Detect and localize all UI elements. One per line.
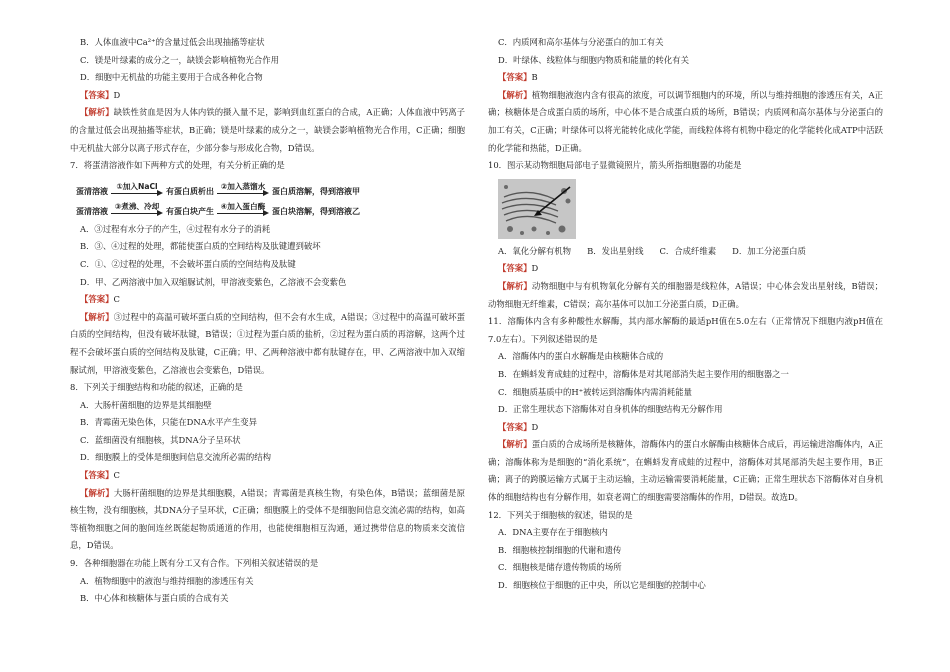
diagram-row-1: 蛋清溶液 ①加入NaCl 有蛋白质析出 ②加入蒸馏水 蛋白质溶解，得到溶液甲 <box>76 181 360 196</box>
q7-answer: 【答案】C <box>80 294 120 305</box>
electron-micrograph-image <box>498 179 576 239</box>
q6-explanation: 【解析】缺铁性贫血是因为人体内铁的摄入量不足，影响到血红蛋白的合成，A正确；人体血液中钙离子的含量过低会出现抽搐等症状，B正确；镁是叶绿素的成分之一，缺镁会影响植物光合作用，C正确；细胞中无机盐大部分以离子形式存在，少部分参与形成化合物，D错误。 <box>70 107 466 153</box>
q11-option-c: C．细胞质基质中的H⁺被转运到溶酶体内需消耗能量 <box>498 386 693 397</box>
q11-answer: 【答案】D <box>498 421 539 432</box>
q8-option-a: A．大肠杆菌细胞的边界是其细胞壁 <box>80 399 212 410</box>
q9-option-b: B．中心体和核糖体与蛋白质的合成有关 <box>80 593 229 604</box>
q8-explanation: 【解析】大肠杆菌细胞的边界是其细胞膜，A错误；青霉菌是真核生物，有染色体，B错误；蓝细菌是原核生物，没有细胞核，其DNA分子呈环状，C正确；细胞膜上的受体不是细胞间信息交流必需的结构，如高等植物细胞之间的胞间连丝既能起物质通道的作用，也能使细胞相互沟通，通过携带信息的物质来交流信息，D错误。 <box>70 487 466 551</box>
q8-option-b: B．青霉菌无染色体，只能在DNA水平产生变异 <box>80 417 257 428</box>
q11-option-b: B．在蝌蚪发育成蛙的过程中，溶酶体是对其尾部消失起主要作用的细胞器之一 <box>498 368 789 379</box>
q9-option-a: A．植物细胞中的液泡与维持细胞的渗透压有关 <box>80 575 254 586</box>
q7-process-diagram <box>70 177 465 217</box>
q7-explanation: 【解析】③过程中的高温可破坏蛋白质的空间结构，但不会有水生成，A错误；③过程中的高温可破坏蛋白质的空间结构，但没有破坏肽键，B错误；①过程为蛋白质的盐析，②过程为蛋白质的再溶解，这两个过程不会破坏蛋白质的空间结构及肽键，C正确；甲、乙两种溶液中都有肽键存在，甲、乙两溶液中加入双缩脲试剂，甲溶液变紫色，乙溶液也会变紫色，D错误。 <box>70 311 466 375</box>
q12-option-b: B．细胞核控制细胞的代谢和遗传 <box>498 544 622 555</box>
q9-option-d: D．叶绿体、线粒体与细胞内物质和能量的转化有关 <box>498 54 689 65</box>
arrow-icon: ②加入蒸馏水 <box>217 187 269 197</box>
q10-option-d: D．加工分泌蛋白质 <box>732 245 806 256</box>
q10-options <box>488 243 883 261</box>
q11-option-a: A．溶酶体内的蛋白水解酶是由核糖体合成的 <box>498 351 664 362</box>
q9-explanation: 【解析】植物细胞液泡内含有很高的浓度，可以调节细胞内的环境，所以与维持细胞的渗透压有关，A正确；核糖体是合成蛋白质的场所，中心体不是合成蛋白质的场所，B错误；内质网和高尔基体与分泌蛋白的加工有关，C正确；叶绿体可以将光能转化成化学能，而线粒体将有机物中稳定的化学能转化成ATP中活跃的化学能和热能，D正确。 <box>488 89 884 153</box>
right-column <box>488 34 883 595</box>
q6-option-d: D．细胞中无机盐的功能主要用于合成各种化合物 <box>80 72 263 83</box>
q12-option-a: A．DNA主要存在于细胞核内 <box>498 527 608 538</box>
q10-option-a: A．氧化分解有机物 <box>498 245 572 256</box>
q8-option-d: D．细胞膜上的受体是细胞间信息交流所必需的结构 <box>80 452 271 463</box>
diagram-row-2: 蛋清溶液 ③煮沸、冷却 有蛋白块产生 ④加入蛋白酶 蛋白块溶解，得到溶液乙 <box>76 201 360 216</box>
q7-option-b: B．③、④过程的处理，都能使蛋白质的空间结构及肽键遭到破坏 <box>80 241 321 252</box>
q10-option-c: C．合成纤维素 <box>659 245 717 256</box>
q9-stem: 9．各种细胞器在功能上既有分工又有合作。下列相关叙述错误的是 <box>70 558 319 569</box>
left-column <box>70 34 465 608</box>
q9-answer: 【答案】B <box>498 72 538 83</box>
q12-option-d: D．细胞核位于细胞的正中央，所以它是细胞的控制中心 <box>498 580 706 591</box>
q10-explanation: 【解析】动物细胞中与有机物氧化分解有关的细胞器是线粒体，A错误；中心体会发出星射线，B错误；动物细胞无纤维素，C错误；高尔基体可以加工分泌蛋白质，D正确。 <box>488 280 884 309</box>
q11-option-d: D．正常生理状态下溶酶体对自身机体的细胞结构无分解作用 <box>498 404 723 415</box>
q11-stem: 11．溶酶体内含有多种酸性水解酶，其内部水解酶的最适pH值在5.0左右（正常情况下细胞内液pH值在7.0左右）。下列叙述错误的是 <box>488 316 883 344</box>
q12-option-c: C．细胞核是储存遗传物质的场所 <box>498 562 622 573</box>
q6-option-c: C．镁是叶绿素的成分之一，缺镁会影响植物光合作用 <box>80 54 280 65</box>
q7-option-d: D．甲、乙两溶液中加入双缩脲试剂，甲溶液变紫色，乙溶液不会变紫色 <box>80 276 347 287</box>
q12-stem: 12．下列关于细胞核的叙述，错误的是 <box>488 509 633 520</box>
q9-option-c: C．内质网和高尔基体与分泌蛋白的加工有关 <box>498 37 664 47</box>
q10-option-b: B．发出星射线 <box>587 245 644 256</box>
q10-answer: 【答案】D <box>498 263 539 274</box>
q11-explanation: 【解析】蛋白质的合成场所是核糖体，溶酶体内的蛋白水解酶由核糖体合成后，再运输进溶酶体内，A正确；溶酶体称为是细胞的“消化系统”，在蝌蚪发育成蛙的过程中，溶酶体对其尾部消失起主要作用，B正确；离子的跨膜运输方式属于主动运输，主动运输需要消耗能量，C正确；正常生理状态下溶酶体对自身机体的细胞结构也有分解作用，如衰老凋亡的细胞需要溶酶体的作用，D错误。故选D。 <box>488 439 884 503</box>
arrow-icon: ①加入NaCl <box>111 187 163 197</box>
q8-stem: 8．下列关于细胞结构和功能的叙述，正确的是 <box>70 382 243 393</box>
arrow-icon: ③煮沸、冷却 <box>111 207 163 217</box>
q7-option-a: A．③过程有水分子的产生，④过程有水分子的消耗 <box>80 223 271 234</box>
arrow-icon: ④加入蛋白酶 <box>217 207 269 217</box>
q7-stem: 7．将蛋清溶液作如下两种方式的处理，有关分析正确的是 <box>70 160 285 171</box>
q6-answer: 【答案】D <box>80 89 121 100</box>
q10-stem: 10．图示某动物细胞局部电子显微镜照片，箭头所指细胞器的功能是 <box>488 160 742 171</box>
q7-option-c: C．①、②过程的处理，不会破坏蛋白质的空间结构及肽键 <box>80 258 296 269</box>
q8-answer: 【答案】C <box>80 470 120 481</box>
q8-option-c: C．蓝细菌没有细胞核，其DNA分子呈环状 <box>80 434 241 445</box>
q6-option-b: B．人体血液中Ca²⁺的含量过低会出现抽搐等症状 <box>80 37 265 47</box>
